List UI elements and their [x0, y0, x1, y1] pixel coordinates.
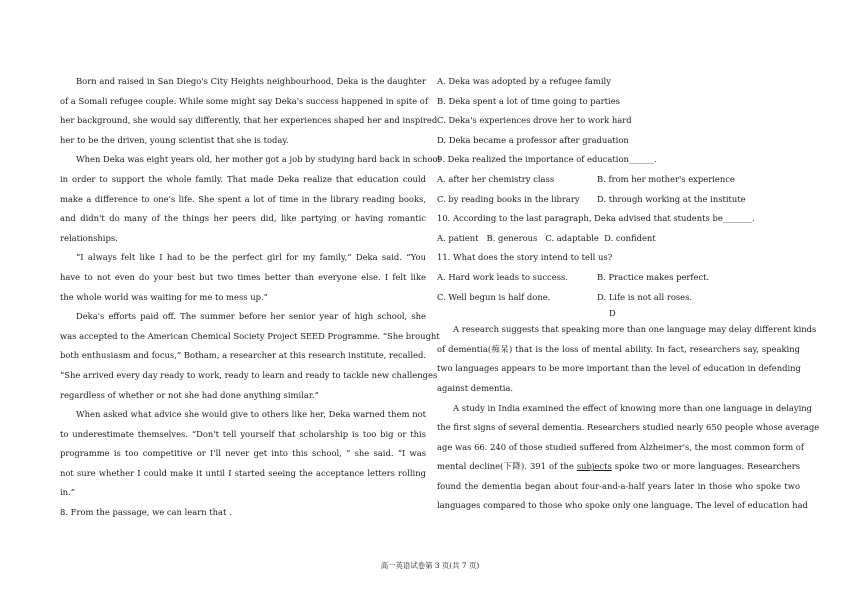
text-line: against dementia. [437, 382, 514, 393]
option-8c: C. Deka's experiences drove her to work hard [437, 115, 632, 126]
text-line: age was 66. 240 of those studied suffered from Alzheimer's, the most common form of [437, 441, 804, 452]
text-line: have to not even do your best but two times better than everyone else. I felt like [60, 271, 426, 282]
text-line: regardless of whether or not she had done anything similar.” [60, 389, 319, 400]
option-9c: C. by reading books in the library [437, 193, 580, 204]
text-line: her to be the driven, young scientist that she is today. [60, 134, 289, 145]
text-line: make a difference to one's life. She spent a lot of time in the library reading books, [60, 193, 426, 204]
question-8: 8. From the passage, we can learn that . [60, 507, 232, 518]
text-line: was accepted to the American Chemical Society Project SEED Programme. “She brought [60, 330, 440, 341]
text-segment: spoke two or more languages. Researchers [611, 461, 800, 472]
text-line: in order to support the whole family. That made Deka realize that education could [60, 173, 426, 184]
option-11d: D. Life is not all roses. [597, 291, 693, 302]
text-line: and didn't do many of the things her peers did, like partying or having romantic [60, 213, 426, 224]
text-line: the whole world was waiting for me to mess up.” [60, 291, 268, 302]
options-9-row1 [437, 170, 800, 190]
page-footer: 高一英语试卷第 3 页(共 7 页) [380, 561, 480, 570]
underlined-word: subjects [576, 461, 612, 472]
text-line: both enthusiasm and focus,” Botham, a researcher at this research institute, recalled. [60, 350, 426, 361]
text-line: relationships. [60, 232, 118, 243]
option-9b: B. from her mother's experience [597, 173, 735, 184]
question-11: 11. What does the story intend to tell us? [437, 252, 613, 263]
text-line: languages compared to those who spoke only one language. The level of education had [437, 500, 808, 511]
left-column [60, 72, 441, 523]
option-11b: B. Practice makes perfect. [597, 271, 710, 282]
text-line: in.” [60, 487, 76, 498]
text-line: “I always felt like I had to be the perfect girl for my family,” Deka said. “You [76, 252, 426, 263]
question-10: 10. According to the last paragraph, Deka advised that students be_______. [437, 213, 755, 224]
question-9: 9. Deka realized the importance of education______. [437, 154, 657, 165]
options-11-row2 [437, 288, 800, 308]
text-line: Deka's efforts paid off. The summer before her senior year of high school, she [76, 311, 426, 322]
text-line: When asked what advice she would give to others like her, Deka warned them not [76, 409, 426, 420]
option-9a: A. after her chemistry class [437, 173, 555, 184]
text-line: A research suggests that speaking more than one language may delay different kinds [453, 324, 817, 335]
option-11a: A. Hard work leads to success. [437, 271, 568, 282]
text-line: programme is too competitive or I'll never get into this school, ” she said. “I was [60, 448, 426, 459]
option-11c: C. Well begun is half done. [437, 291, 551, 302]
options-9-row2 [437, 190, 800, 210]
text-line: “She arrived every day ready to work, ready to learn and ready to tackle new challenges [60, 369, 438, 380]
text-line: Born and raised in San Diego's City Heights neighbourhood, Deka is the daughter [76, 76, 426, 86]
text-line: A study in India examined the effect of knowing more than one language in delaying [453, 402, 813, 413]
option-8a: A. Deka was adopted by a refugee family [437, 76, 611, 86]
text-line: When Deka was eight years old, her mother got a job by studying hard back in school [76, 154, 441, 165]
text-segment: mental decline(下降). 391 of the [437, 461, 577, 472]
text-line: of a Somali refugee couple. While some might say Deka's success happened in spite of [60, 95, 428, 106]
text-line: not sure whether I could make it until I started seeing the acceptance letters rolling [60, 467, 426, 478]
text-line: the first signs of several dementia. Researchers studied nearly 650 people whose average [437, 422, 820, 433]
text-line [437, 457, 800, 477]
section-d-marker: D [609, 308, 616, 319]
options-11-row1 [437, 268, 800, 288]
option-9d: D. through working at the institute [597, 193, 746, 204]
text-line: found the dementia began about four-and-a-half years later in those who spoke two [437, 480, 800, 491]
option-8d: D. Deka became a professor after graduation [437, 134, 629, 145]
option-8b: B. Deka spent a lot of time going to parties [437, 95, 620, 106]
text-line: her background, she would say differently, that her experiences shaped her and inspired [60, 115, 438, 126]
text-line: two languages appears to be more important than the level of education in defending [437, 363, 801, 374]
options-10: A. patient B. generous C. adaptable D. confident [437, 232, 656, 243]
text-line: to underestimate themselves. “Don't tell yourself that scholarship is too big or this [60, 428, 426, 439]
text-line: of dementia(痴呆) that is the loss of mental ability. In fact, researchers say, speaking [437, 343, 800, 354]
right-column [437, 72, 820, 516]
